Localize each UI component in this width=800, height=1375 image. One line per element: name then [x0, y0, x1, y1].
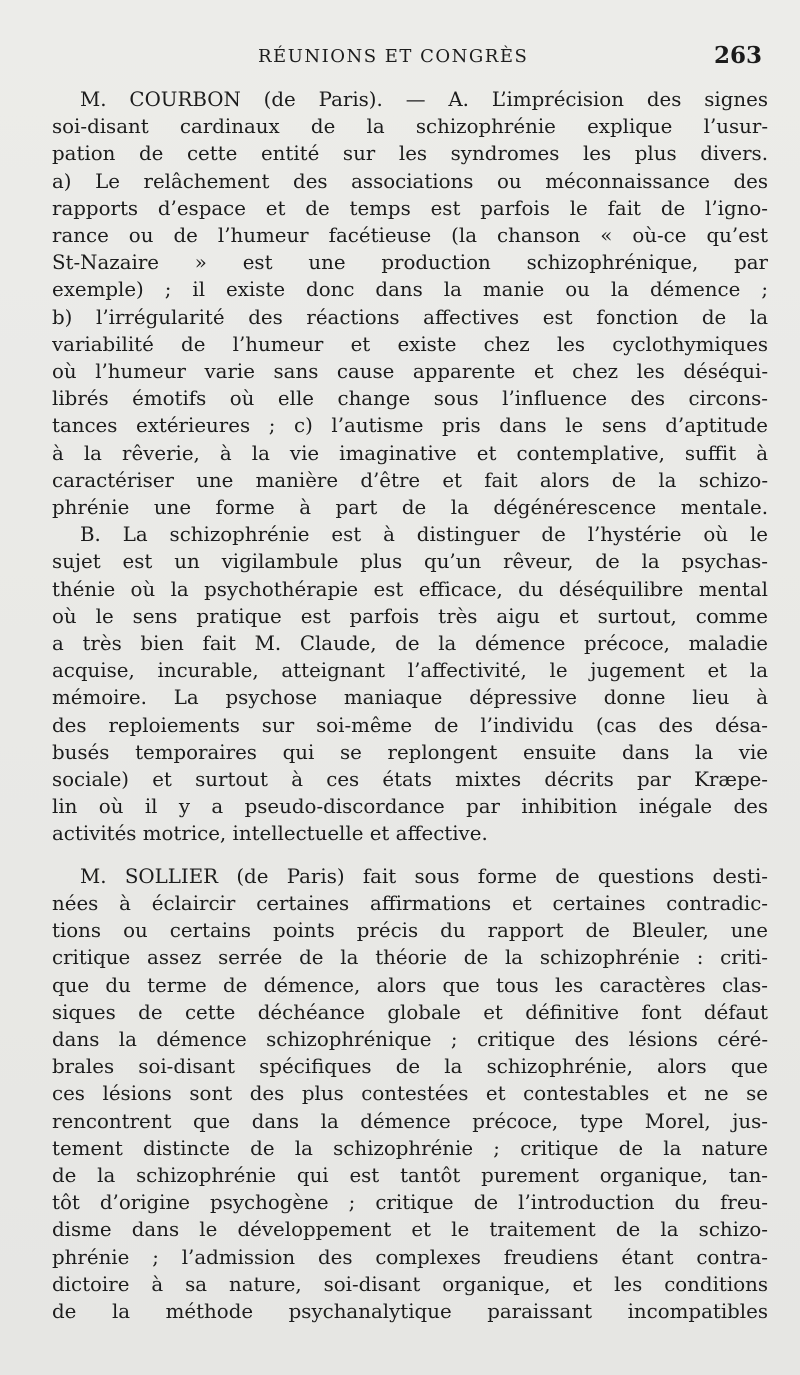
text-line: tions ou certains points précis du rapport de Bleuler, une	[52, 919, 768, 943]
text-line: lin où il y a pseudo-discordance par inhibition inégale des	[52, 795, 768, 819]
running-head: RÉUNIONS ET CONGRÈS	[258, 46, 529, 67]
text-line: nées à éclaircir certaines affirmations et certaines contradic-	[52, 891, 768, 915]
paragraph-courbon-a	[52, 86, 768, 521]
text-line: pation de cette entité sur les syndromes les plus divers.	[52, 142, 768, 166]
page-header	[258, 42, 770, 72]
text-line: thénie où la psychothérapie est efficace, du déséquilibre mental	[52, 577, 768, 601]
text-line: rance ou de l’humeur facétieuse (la chanson « où-ce qu’est	[52, 224, 768, 248]
text-line: où l’humeur varie sans cause apparente et chez les déséqui-	[52, 360, 768, 384]
paragraph-courbon-b	[52, 521, 768, 847]
text-line: tances extérieures ; c) l’autisme pris dans le sens d’aptitude	[52, 414, 768, 438]
text-line: mémoire. La psychose maniaque dépressive donne lieu à	[52, 686, 768, 710]
text-line: librés émotifs où elle change sous l’influence des circons-	[52, 387, 768, 411]
text-line: activités motrice, intellectuelle et affective.	[52, 822, 488, 846]
paragraph-gap	[52, 848, 768, 863]
text-line: a très bien fait M. Claude, de la démence précoce, maladie	[52, 632, 768, 656]
text-line: rapports d’espace et de temps est parfois le fait de l’igno-	[52, 196, 768, 220]
text-line: variabilité de l’humeur et existe chez les cyclothymiques	[52, 332, 768, 356]
text-line: ces lésions sont des plus contestées et contestables et ne se	[52, 1082, 768, 1106]
text-line: rencontrent que dans la démence précoce, type Morel, jus-	[52, 1109, 768, 1133]
text-line: de la méthode psychanalytique paraissant incompatibles	[52, 1299, 768, 1323]
text-line: brales soi-disant spécifiques de la schizophrénie, alors que	[52, 1055, 768, 1079]
paragraph-sollier	[52, 863, 768, 1325]
text-line: des reploiements sur soi-même de l’individu (cas des désa-	[52, 713, 768, 737]
text-line: dans la démence schizophrénique ; critique des lésions céré-	[52, 1027, 768, 1051]
text-line: B. La schizophrénie est à distinguer de l’hystérie où le	[80, 523, 768, 547]
text-line: M. SOLLIER (de Paris) fait sous forme de questions desti-	[80, 864, 768, 888]
text-line: St-Nazaire » est une production schizophrénique, par	[52, 251, 768, 275]
text-line: dictoire à sa nature, soi-disant organique, et les conditions	[52, 1272, 768, 1296]
text-line: sujet est un vigilambule plus qu’un rêveur, de la psychas-	[52, 550, 768, 574]
text-line: soi-disant cardinaux de la schizophrénie explique l’usur-	[52, 115, 768, 139]
text-line: b) l’irrégularité des réactions affectives est fonction de la	[52, 305, 768, 329]
text-line: acquise, incurable, atteignant l’affectivité, le jugement et la	[52, 659, 768, 683]
text-line: phrénie une forme à part de la dégénérescence mentale.	[52, 496, 768, 520]
text-line: disme dans le développement et le traitement de la schizo-	[52, 1218, 768, 1242]
text-line: critique assez serrée de la théorie de la schizophrénie : criti-	[52, 946, 768, 970]
text-line: tôt d’origine psychogène ; critique de l’introduction du freu-	[52, 1191, 768, 1215]
text-line: busés temporaires qui se replongent ensuite dans la vie	[52, 740, 768, 764]
text-line: de la schizophrénie qui est tantôt purement organique, tan-	[52, 1163, 768, 1187]
text-line: caractériser une manière d’être et fait alors de la schizo-	[52, 468, 768, 492]
body-text	[52, 86, 768, 1325]
text-line: où le sens pratique est parfois très aigu et surtout, comme	[52, 604, 768, 628]
text-line: a) Le relâchement des associations ou méconnaissance des	[52, 169, 768, 193]
text-line: M. COURBON (de Paris). — A. L’imprécision des signes	[80, 88, 768, 111]
text-line: que du terme de démence, alors que tous les caractères clas-	[52, 973, 768, 997]
text-line: exemple) ; il existe donc dans la manie ou la démence ;	[52, 278, 768, 302]
text-line: sociale) et surtout à ces états mixtes décrits par Kræpe-	[52, 768, 768, 792]
page-number: 263	[713, 42, 762, 69]
text-line: à la rêverie, à la vie imaginative et contemplative, suffit à	[52, 441, 768, 465]
text-line: phrénie ; l’admission des complexes freudiens étant contra-	[52, 1245, 768, 1269]
text-line: tement distincte de la schizophrénie ; critique de la nature	[52, 1136, 768, 1160]
text-line: siques de cette déchéance globale et définitive font défaut	[52, 1000, 768, 1024]
